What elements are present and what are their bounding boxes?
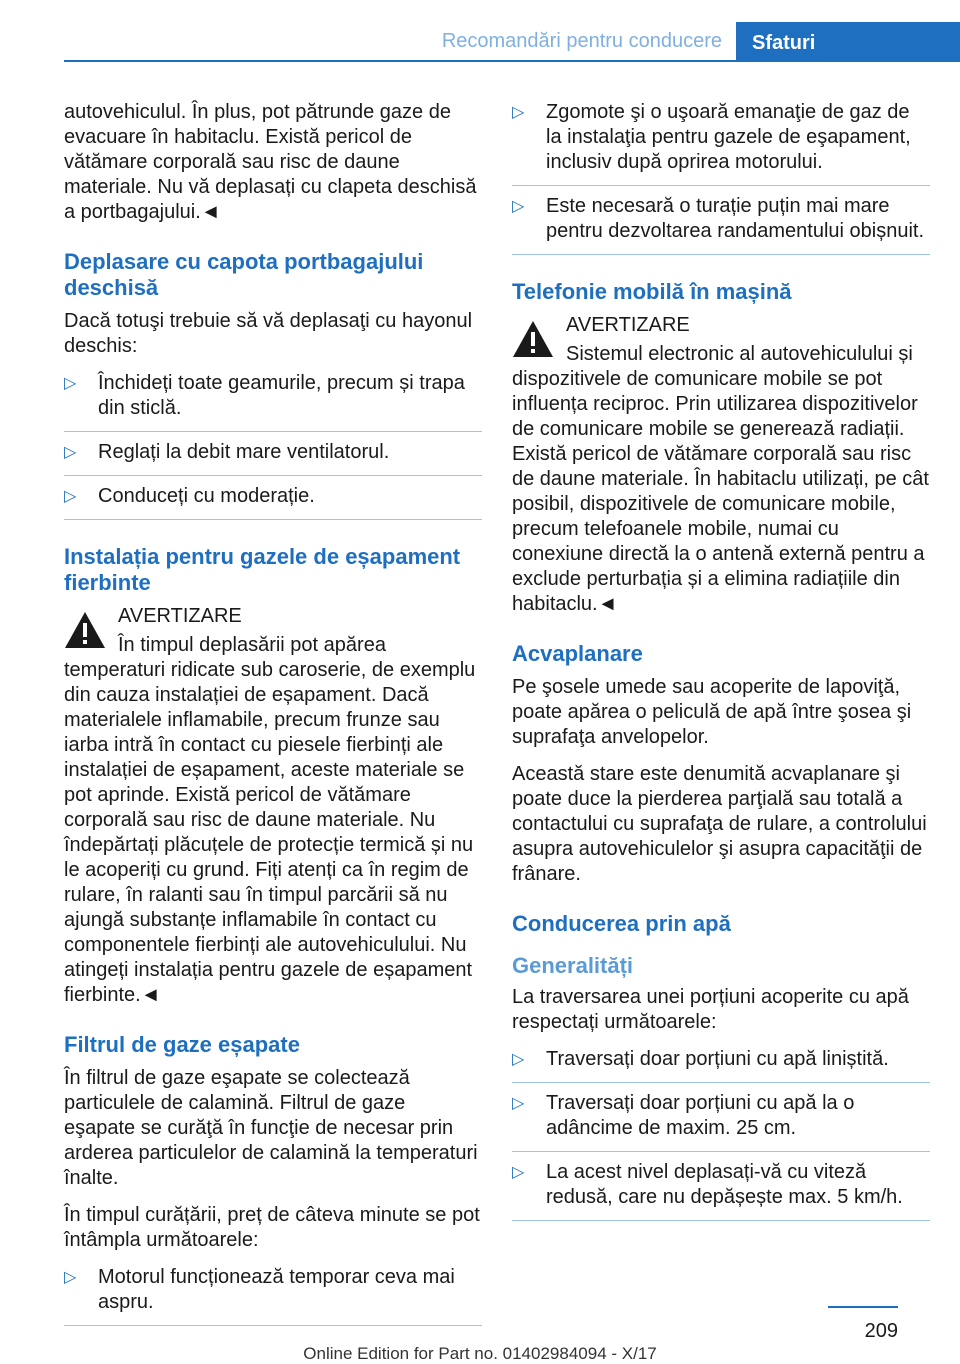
triangle-right-icon: ▷ (64, 488, 77, 505)
warning-triangle-icon (64, 610, 106, 650)
intro-paragraph: autovehiculul. În plus, pot pătrunde gaze de evacuare în habitaclu. Există pericol de vătămare corporală sau risc de daune materiale. Nu vă deplasați cu clapeta deschisă a portbagajului.◄ (64, 101, 477, 223)
list-item-text: La acest nivel deplasați-vă cu viteză redusă, care nu depășește max. 5 km/h. (546, 1161, 903, 1208)
list-item-text: Motorul funcționează temporar ceva mai aspru. (98, 1266, 455, 1313)
list-item (512, 1091, 930, 1152)
left-column (64, 100, 482, 1336)
section-heading: Filtrul de gaze eșapate (64, 1032, 300, 1057)
paragraph: În filtrul de gaze eşapate se colectează particulele de calamină. Filtrul de gaze eşapate se curăţă în funcţie de necesar prin arderea particulelor de calamină la temperaturi înalte. (64, 1067, 478, 1189)
footer-rule (828, 1306, 898, 1308)
warning-title: AVERTIZARE (118, 605, 242, 627)
header-section-title: Recomandări pentru conducere (441, 30, 722, 52)
warning-text: În timpul deplasării pot apărea temperaturi ridicate sub caroserie, de exemplu din cauza instalației de eșapament. Dacă materialele inflamabile, precum frunze sau iarba intră în contact cu piesele fierbinți ale instalației de eșapament, aceste materiale se pot aprinde. Există pericol de vătămare corporală sau risc de daune materiale. Nu îndepărtați plăcuțele de protecție termică și nu le acoperiți cu grund. Fiți atenți ca în regim de rulare, în ralanti sau în timpul parcării să nu ajungă substanțe inflamabile în contact cu componentele fierbinți ale autovehiculului. Nu atingeți instalația pentru gazele de eșapament fierbinte.◄ (64, 634, 476, 1006)
paragraph: Dacă totuşi trebuie să vă deplasaţi cu hayonul deschis: (64, 310, 473, 357)
edition-note: Online Edition for Part no. 01402984094 - X/17 (303, 1344, 657, 1363)
list-item (512, 100, 930, 186)
header-chapter-tab: Sfaturi (736, 22, 960, 62)
page-header (0, 0, 960, 62)
list-item-text: Reglați la debit mare ventilatorul. (98, 441, 390, 463)
list-item (512, 194, 930, 255)
header-rule (64, 60, 960, 62)
warning-triangle-icon (512, 319, 554, 359)
list-item (512, 1160, 930, 1221)
warning-block (512, 313, 930, 617)
bullet-list (64, 371, 482, 520)
paragraph: Pe şosele umede sau acoperite de lapoviţă, poate apărea o peliculă de apă între şosea şi suprafaţa anvelopelor. (512, 676, 912, 748)
list-item-text: Este necesară o turație puțin mai mare pentru dezvoltarea randamentului obișnuit. (546, 195, 925, 242)
list-item (512, 1047, 930, 1083)
triangle-right-icon: ▷ (64, 444, 77, 461)
warning-text: Sistemul electronic al autovehiculului și dispozitivele de comunicare mobile se pot influența reciproc. Prin utilizarea dispozitivelor de comunicare mobile se generează radiații. Există pericol de vătămare corporală sau risc de daune materiale. În habitaclu utilizați, pe cât posibil, dispozitivele de comunicare mobile, precum telefoanele mobile, numai cu conexiune directă la o antenă externă pentru a exclude perturbația și a elimina radiațiile din habitaclu.◄ (512, 343, 929, 615)
triangle-right-icon: ▷ (512, 1164, 525, 1181)
list-item (64, 484, 482, 520)
section-heading: Telefonie mobilă în mașină (512, 279, 792, 304)
list-item-text: Conduceți cu moderație. (98, 485, 315, 507)
list-item-text: Traversați doar porțiuni cu apă liniștită. (546, 1048, 889, 1070)
paragraph: La traversarea unei porțiuni acoperite cu apă respectați următoarele: (512, 986, 909, 1033)
list-item-text: Închideți toate geamurile, precum și trapa din sticlă. (98, 372, 465, 419)
triangle-right-icon: ▷ (64, 1269, 77, 1286)
right-column (512, 100, 930, 1231)
triangle-right-icon: ▷ (64, 375, 77, 392)
section-heading: Acvaplanare (512, 641, 643, 666)
warning-block (64, 604, 482, 1008)
triangle-right-icon: ▷ (512, 1095, 525, 1112)
triangle-right-icon: ▷ (512, 104, 525, 121)
paragraph: Această stare este denumită acvaplanare şi poate duce la pierderea parţială sau totală a contactului cu suprafaţa de rulare, a controlului asupra autovehiculelor şi asupra capacităţii de frânare. (512, 763, 927, 885)
bullet-list (512, 1047, 930, 1221)
list-item-text: Traversați doar porțiuni cu apă la o adâncime de maxim. 25 cm. (546, 1092, 855, 1139)
paragraph: În timpul curățării, preț de câteva minute se pot întâmpla următoarele: (64, 1204, 480, 1251)
triangle-right-icon: ▷ (512, 1051, 525, 1068)
section-heading: Deplasare cu capota portbagajului deschisă (64, 249, 424, 300)
subsection-heading: Generalități (512, 953, 634, 978)
section-heading: Instalația pentru gazele de eșapament fierbinte (64, 544, 461, 595)
section-heading: Conducerea prin apă (512, 911, 731, 936)
list-item (64, 371, 482, 432)
bullet-list (512, 100, 930, 255)
warning-title: AVERTIZARE (566, 314, 690, 336)
triangle-right-icon: ▷ (512, 198, 525, 215)
page-number: 209 (864, 1320, 898, 1342)
list-item-text: Zgomote şi o uşoară emanaţie de gaz de la instalaţia pentru gazele de eşapament, inclusiv după oprirea motorului. (546, 101, 911, 173)
page-footer (0, 1282, 960, 1362)
list-item (64, 440, 482, 476)
